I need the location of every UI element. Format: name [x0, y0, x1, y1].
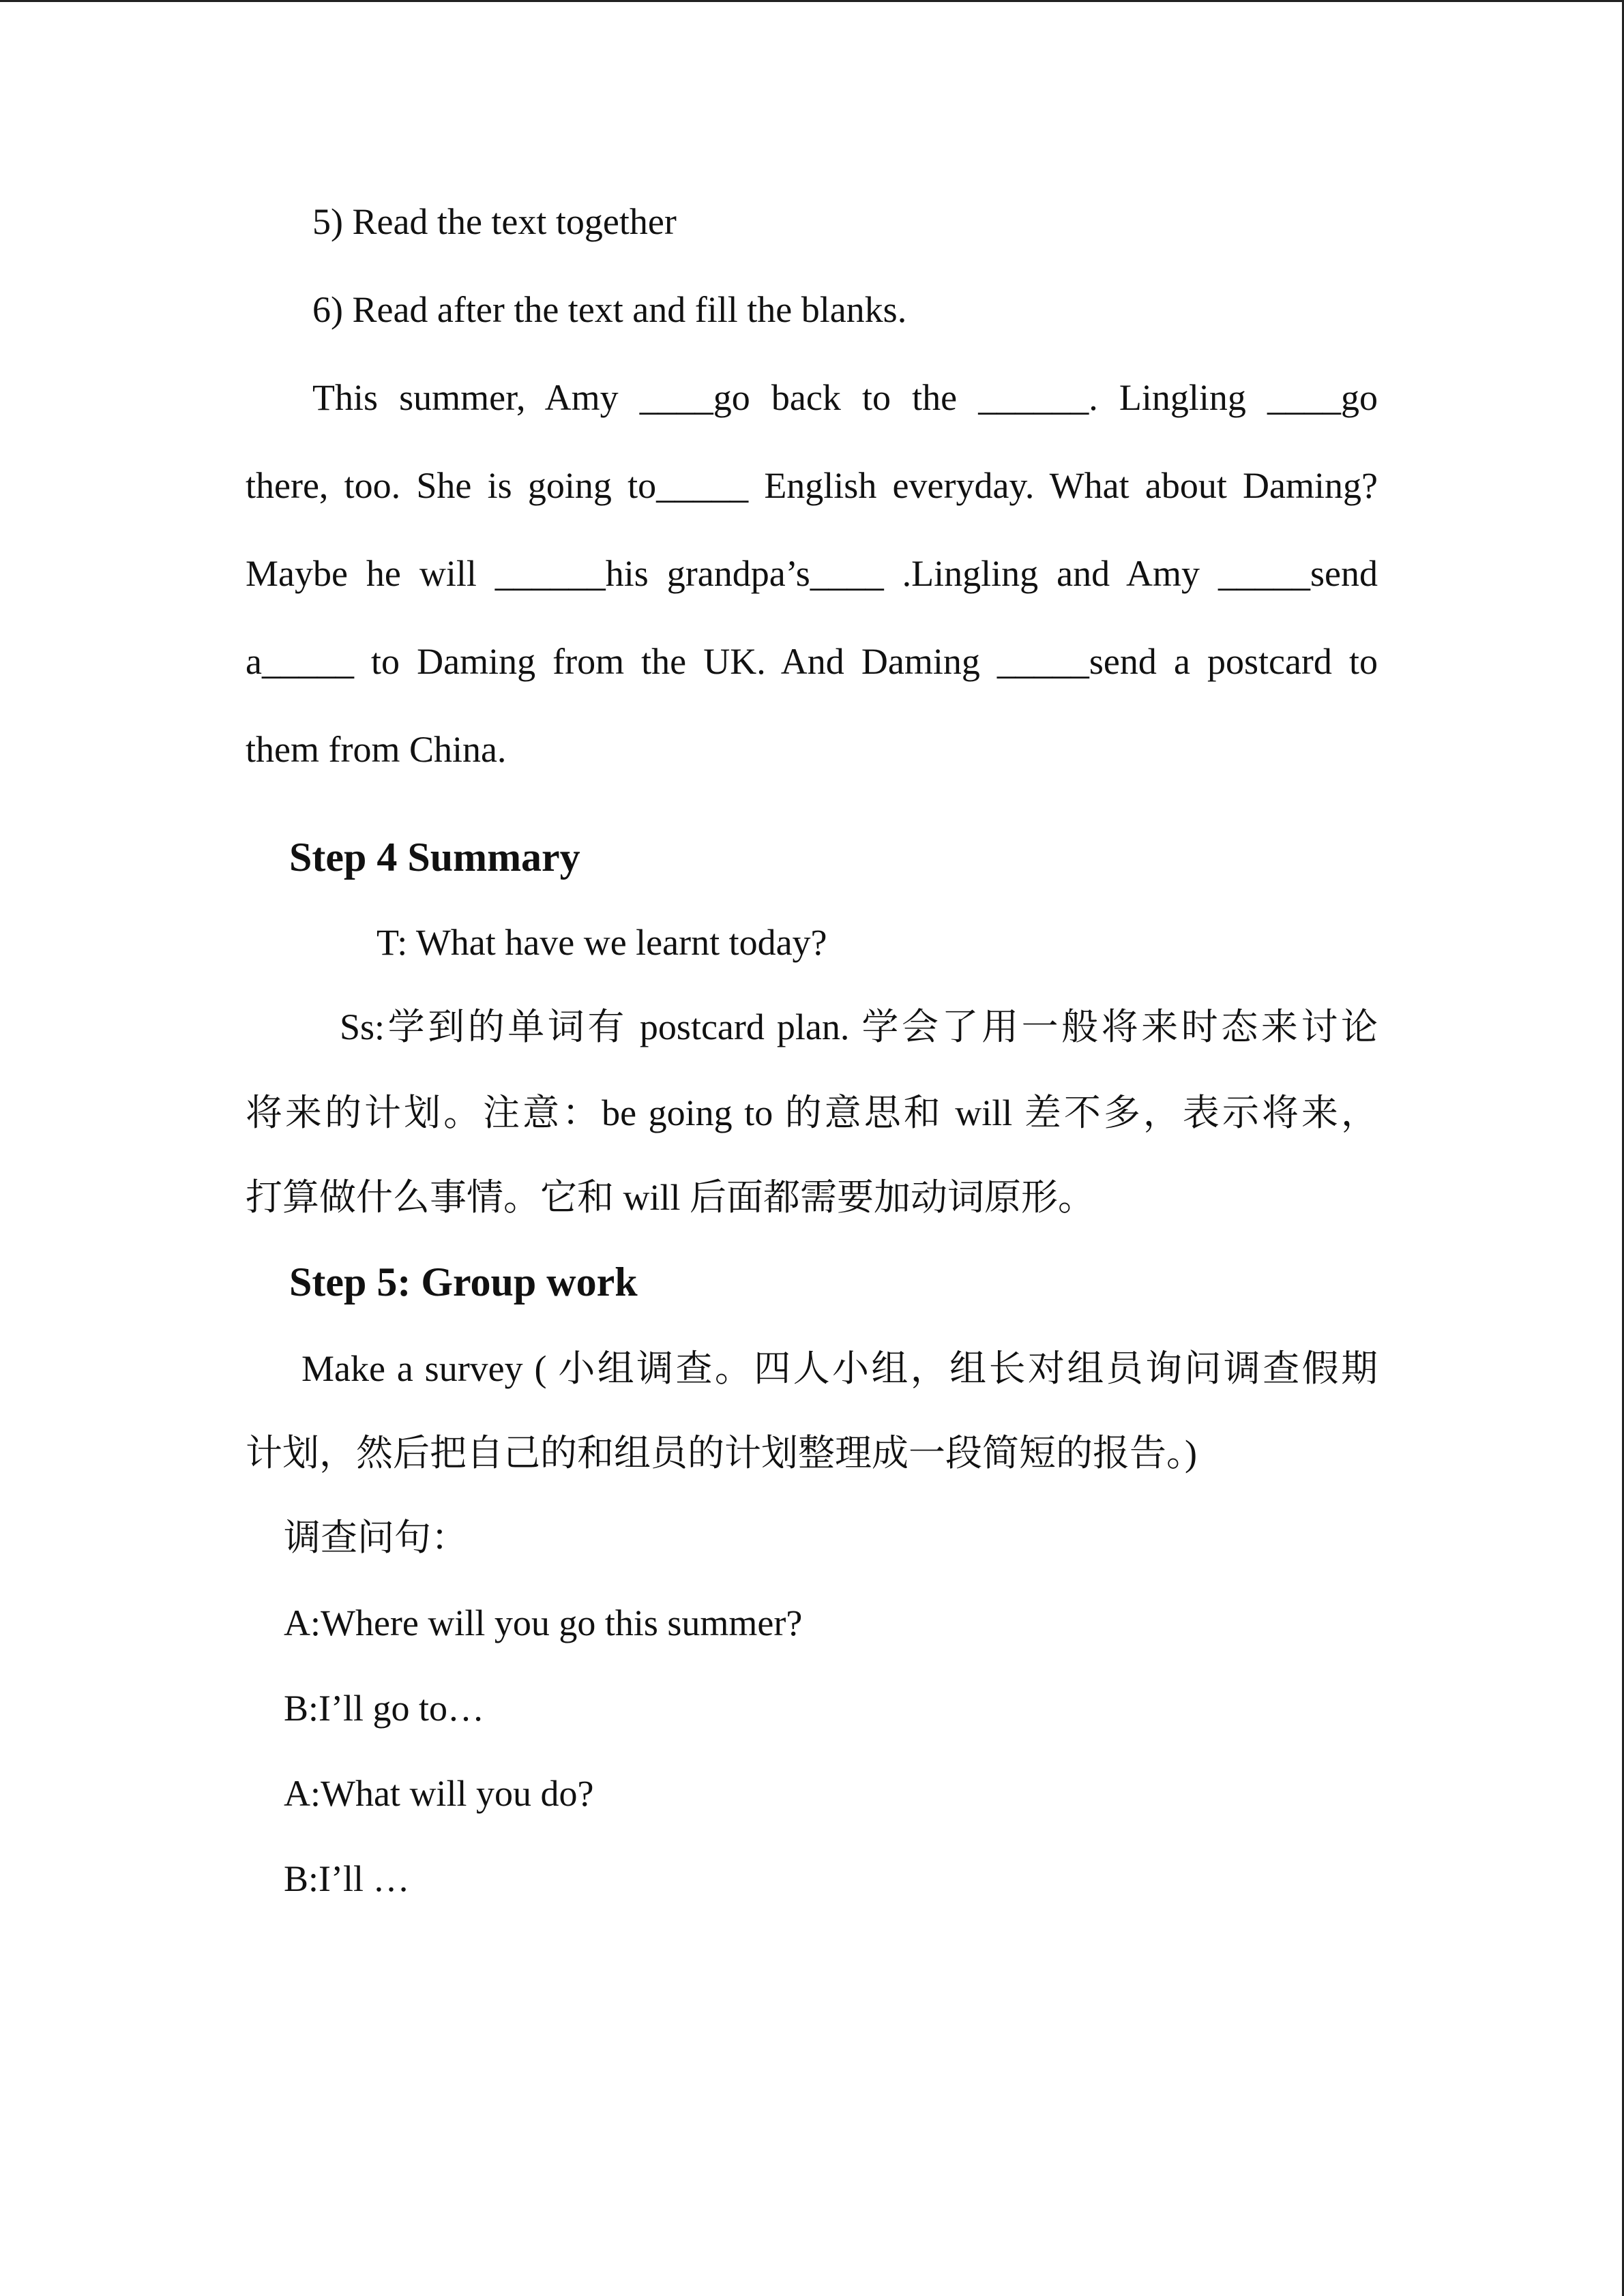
survey-instruction-line-1: Make a survey ( 小组调查。四人小组，组长对组员询问调查假期	[301, 1348, 1378, 1389]
list-item-read-together: 5) Read the text together	[312, 201, 677, 242]
step5-heading: Step 5: Group work	[289, 1259, 638, 1304]
dialogue-line-1: A:Where will you go this summer?	[284, 1602, 803, 1643]
fill-blanks-line-4: a_____ to Daming from the UK. And Daming _____send a postcard to	[246, 641, 1378, 682]
summary-answer-line-2: 将来的计划。注意：be going to 的意思和 will 差不多，表示将来，	[246, 1092, 1378, 1133]
fill-blanks-line-1: This summer, Amy ____go back to the ______. Lingling ____go	[312, 377, 1378, 418]
dialogue-line-4: B:I’ll …	[284, 1858, 410, 1899]
dialogue-line-3: A:What will you do?	[284, 1773, 594, 1814]
fill-blanks-line-3: Maybe he will ______his grandpa’s____ .Lingling and Amy _____send	[246, 553, 1378, 594]
list-item-read-after: 6) Read after the text and fill the blanks.	[312, 289, 907, 330]
teacher-question: T: What have we learnt today?	[377, 922, 827, 963]
summary-answer-line-1: Ss:学到的单词有 postcard plan. 学会了用一般将来时态来讨论	[340, 1007, 1378, 1047]
survey-questions-label: 调查问句：	[284, 1517, 468, 1558]
summary-answer-line-3: 打算做什么事情。它和 will 后面都需要加动词原形。	[246, 1177, 1095, 1218]
survey-instruction-line-2: 计划，然后把自己的和组员的计划整理成一段简短的报告。)	[246, 1433, 1197, 1474]
step4-heading: Step 4 Summary	[289, 835, 580, 880]
dialogue-line-2: B:I’ll go to…	[284, 1688, 484, 1729]
fill-blanks-line-5: them from China.	[246, 729, 507, 770]
fill-blanks-line-2: there, too. She is going to_____ English everyday. What about Daming?	[246, 465, 1378, 506]
